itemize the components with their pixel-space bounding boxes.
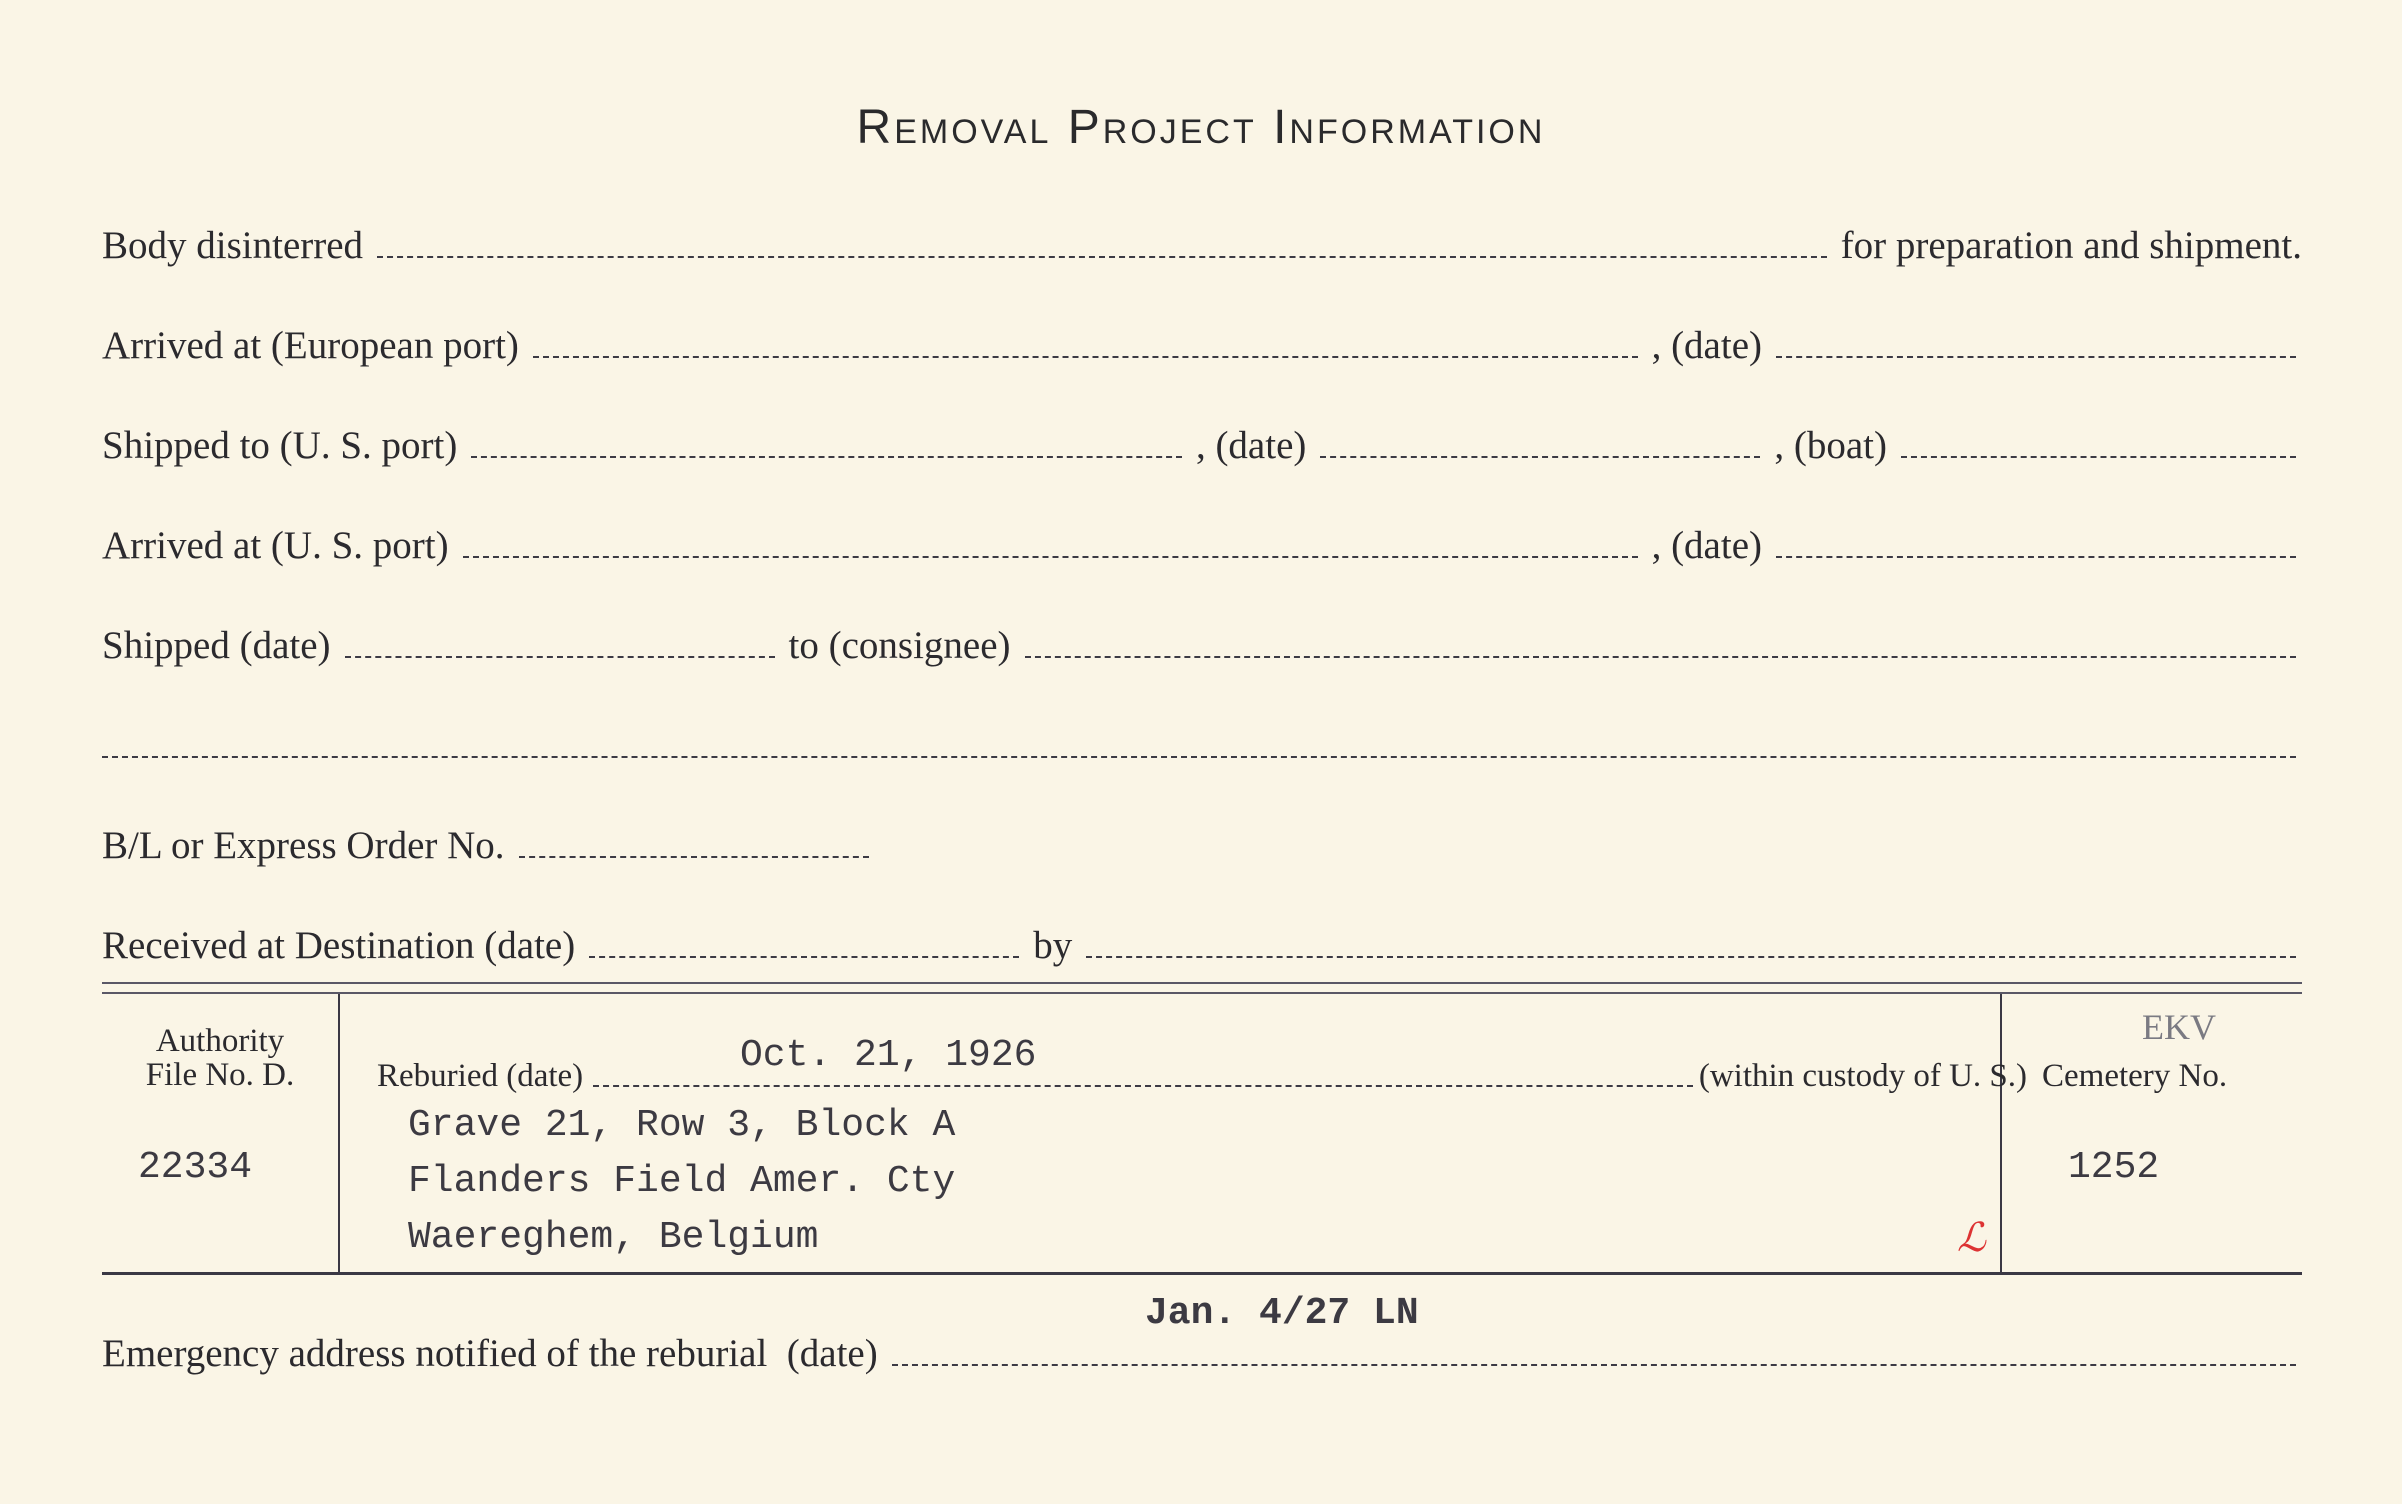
bl-express-order-label: B/L or Express Order No.: [102, 824, 505, 867]
arrived-us-port-date-field[interactable]: [1776, 556, 2296, 558]
european-port-field[interactable]: [533, 356, 1638, 358]
row-consignee-continuation: [102, 718, 2302, 768]
authority-label-line1: Authority: [155, 1023, 285, 1059]
shipped-date-field[interactable]: [1320, 456, 1760, 458]
bl-express-order-field[interactable]: [519, 856, 869, 858]
european-port-date-field[interactable]: [1776, 356, 2296, 358]
burial-location: [408, 1098, 955, 1266]
by-label: by: [1033, 924, 1073, 967]
reburied-label: Reburied (date): [377, 1058, 584, 1094]
arrived-us-port-field[interactable]: [463, 556, 1638, 558]
received-date-field[interactable]: [589, 956, 1019, 958]
location-line-1: Grave 21, Row 3, Block A: [408, 1104, 956, 1147]
shipped-to-us-port-label: Shipped to (U. S. port): [102, 424, 458, 467]
reburied-date-field[interactable]: [593, 1085, 1693, 1087]
boat-field[interactable]: [1901, 456, 2296, 458]
arrived-european-port-label: Arrived at (European port): [102, 324, 519, 367]
shipped-date-label: Shipped (date): [102, 624, 331, 667]
date-label: , (date): [1651, 324, 1762, 367]
authority-file-number: 22334: [138, 1146, 253, 1189]
boat-label: , (boat): [1774, 424, 1887, 467]
reburial-box: [102, 992, 2302, 1275]
preparation-shipment-label: for preparation and shipment.: [1840, 224, 2302, 267]
cemetery-initials: EKV: [2142, 1007, 2216, 1047]
us-port-field[interactable]: [471, 456, 1182, 458]
consignee-field[interactable]: [1025, 656, 2296, 658]
row-shipped-to-us-port: [102, 418, 2302, 468]
date-label: , (date): [1651, 524, 1762, 567]
body-disinterred-label: Body disinterred: [102, 224, 364, 267]
custody-label: (within custody of U. S.): [1698, 1058, 2027, 1094]
row-bl-express-order: [102, 818, 2302, 868]
authority-label-line2: File No. D.: [145, 1057, 295, 1093]
body-disinterred-field[interactable]: [377, 256, 1827, 258]
received-by-field[interactable]: [1086, 956, 2296, 958]
row-shipped-consignee: [102, 618, 2302, 668]
reburied-date-value: Oct. 21, 1926: [740, 1034, 1037, 1077]
row-arrived-us-port: [102, 518, 2302, 568]
row-received-destination: [102, 918, 2302, 968]
row-arrived-european-port: [102, 318, 2302, 368]
authority-label: [102, 1024, 338, 1092]
arrived-us-port-label: Arrived at (U. S. port): [102, 524, 449, 567]
divider-left: [338, 994, 340, 1272]
emergency-date-value: Jan. 4/27 LN: [1145, 1292, 1419, 1335]
location-line-3: Waereghem, Belgium: [408, 1216, 819, 1259]
card-title: Removal Project Information: [856, 101, 1546, 154]
consignee-continuation-field[interactable]: [102, 756, 2296, 758]
double-rule-top: [102, 982, 2302, 984]
reburied-row: [377, 1058, 2027, 1095]
cemetery-number: 1252: [2068, 1146, 2160, 1189]
emergency-date-field[interactable]: [892, 1364, 2296, 1366]
received-destination-label: Received at Destination (date): [102, 924, 576, 967]
cemetery-label: Cemetery No.: [2042, 1058, 2228, 1094]
divider-right: [2000, 994, 2002, 1272]
location-line-2: Flanders Field Amer. Cty: [408, 1160, 956, 1203]
row-body-disinterred: [102, 218, 2302, 268]
check-mark: ℒ: [1957, 1215, 1986, 1260]
consignee-label: to (consignee): [788, 624, 1011, 667]
date-label: , (date): [1195, 424, 1307, 467]
emergency-address-label: Emergency address notified of the reburial (date): [102, 1332, 878, 1375]
shipped-date-field[interactable]: [345, 656, 775, 658]
